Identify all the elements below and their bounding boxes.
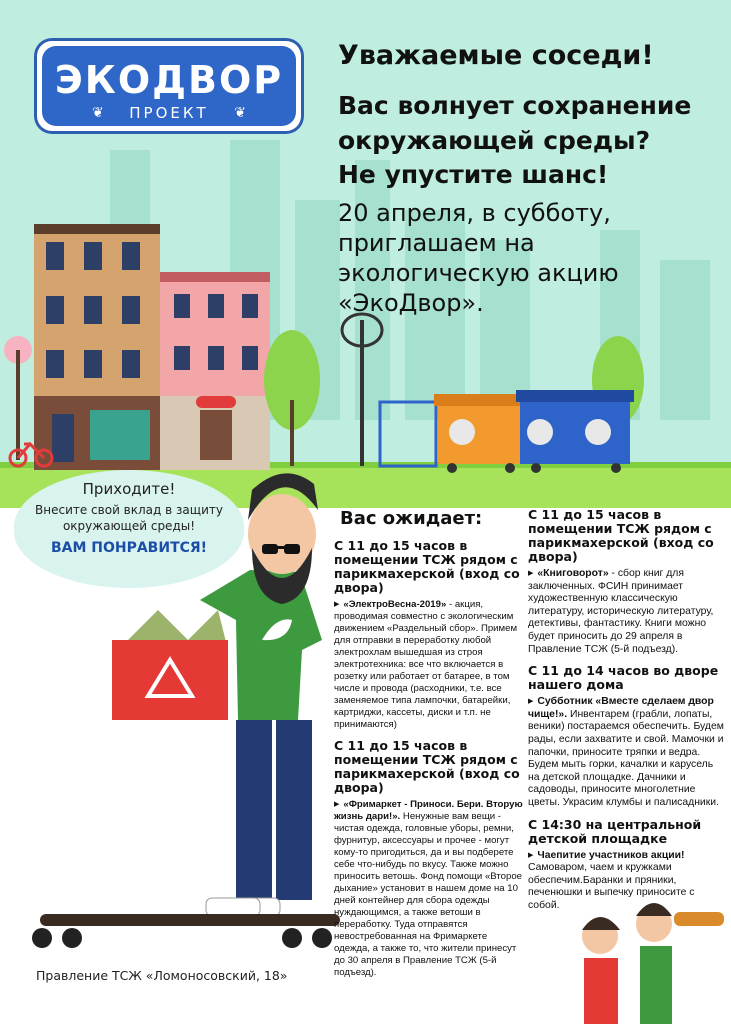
event-text: Инвентарем (грабли, лопаты, веники) постараемся обеспечить. Будем рады, если захватите и свой. Мамочки и папочки, приносите тряпки и ведра. Будем мыть горки, качалки и карусель на детской площадке. Дачники и садоводы, приносите многолетние цветы. Украсим клумбы и палисадники. — [528, 708, 724, 808]
event-item — [528, 818, 726, 913]
event-text: Ненужные вам вещи - чистая одежда, головные уборы, ремни, фурнитур, аксессуары и прочее - могут кому-то пригодиться, да и вы подберете себе что-нибудь по вкусу. Также можно приносить ветошь. Фонд помощи «Второе дыхание» установит в нашем доме на 10 дней контейнер для сбора одежды нуждающимся, а также ветоши в переработку. Туда отправятся невостребованная на Фримаркете одежда, а также то, что жители принесут до 30 апреля в Правление ТСЖ (5-й подъезд). — [334, 811, 523, 978]
event-name: Субботник «Вместе сделаем двор чище!». — [528, 696, 714, 720]
logo-subtitle: ПРОЕКТ — [129, 104, 209, 122]
event-item — [528, 664, 726, 809]
event-description: ▶ «Книговорот» - сбор книг для заключенных. ФСИН принимает художественную классическую литературу, историческую литературу, детективы, фантастику. Книги можно будет приносить до 29 апреля в Правление ТСЖ (5-й подъезд). — [528, 568, 714, 655]
question-heading: Вас волнует сохранение окружающей среды? — [338, 91, 692, 155]
bubble-line-3: ВАМ ПОНРАВИТСЯ! — [50, 540, 208, 556]
recycling-basket — [112, 610, 228, 720]
speech-bubble — [14, 470, 244, 588]
event-time: С 14:30 на центральной детской площадке — [528, 816, 702, 846]
event-time: С 11 до 15 часов в помещении ТСЖ рядом с парикмахерской (вход со двора) — [334, 538, 520, 595]
leaf-icon: ❦ — [234, 104, 246, 120]
event-text: Самоваром, чаем и кружками обеспечим.Баранки и пряники, печенюшки и выпечку приносите с собой. — [528, 862, 695, 911]
event-time: С 11 до 14 часов во дворе нашего дома — [528, 663, 719, 693]
bubble-line-1: Приходите! — [82, 480, 176, 498]
events-column-left — [334, 508, 524, 987]
skateboard-icon — [32, 914, 340, 948]
kids-with-telescope — [582, 903, 724, 1024]
recycling-bins — [380, 390, 634, 473]
leaf-icon: ❦ — [92, 104, 104, 120]
bubble-line-2: Внесите свой вклад в защиту окружающей среды! — [35, 503, 223, 533]
awaits-heading: Вас ожидает: — [340, 508, 483, 529]
logo-title: ЭКОДВОР — [54, 58, 284, 102]
building-left — [34, 224, 160, 470]
event-description: ▶ «ЭлектроВесна-2019» - акция, проводимая совместно с экологическим движением «Раздельный сбор». Примем для отправки в переработку любой электрохлам вышедшая из строя электротехника: все что включается в розетку или работает от батарее, в том числе и провода (расходники, т.е. все заменяемое типа лампочки, батарейки, картриджи, кассеты, диски и т.п. не принимаются) — [334, 599, 518, 730]
event-time: С 11 до 15 часов в помещении ТСЖ рядом с парикмахерской (вход со двора) — [528, 507, 714, 564]
greeting-heading: Уважаемые соседи! — [338, 40, 654, 71]
invitation-text: 20 апреля, в субботу, приглашаем на экологическую акцию «ЭкоДвор». — [338, 199, 619, 317]
building-right — [160, 272, 270, 470]
event-item — [334, 739, 524, 979]
event-description: ▶ «Фримаркет - Приноси. Бери. Вторую жизнь дари!». Ненужные вам вещи - чистая одежда, головные уборы, ремни, фурнитур, аксессуары и прочее - могут кому-то пригодиться, да и вы подберете себе что-нибудь по вкусу. Также можно приносить ветошь. Фонд помощи «Второе дыхание» установит в нашем доме на 10 дней контейнер для сбора одежды нуждающимся, а также ветоши в переработку. Туда отправятся невостребованная на Фримаркете одежда, а также то, что жители принесут до 30 апреля в Правление ТСЖ (5-й подъезд). — [334, 799, 523, 978]
events-column-right — [528, 508, 726, 920]
event-item — [334, 539, 524, 731]
call-heading: Не упустите шанс! — [338, 160, 609, 189]
event-description: ▶ Субботник «Вместе сделаем двор чище!». Инвентарем (грабли, лопаты, веники) постараемся обеспечить. Будем рады, если захватите и свой. Мамочки и папочки, приносите тряпки и ведра. Будем мыть горки, качалки и карусель на детской площадке. Дачники и садоводы, приносите многолетние цветы. Украсим клумбы и палисадники. — [528, 696, 724, 808]
event-name: «Фримаркет - Приноси. Бери. Вторую жизнь дари!». — [334, 799, 523, 822]
event-description: ▶ Чаепитие участников акции! Самоваром, чаем и кружками обеспечим.Баранки и пряники, печенюшки и выпечку приносите с собой. — [528, 849, 695, 911]
event-name: «ЭлектроВесна-2019» — [343, 599, 447, 610]
footer-signature: Правление ТСЖ «Ломоносовский, 18» — [36, 968, 288, 983]
event-name: «Книговорот» — [537, 568, 609, 579]
event-time: С 11 до 15 часов в помещении ТСЖ рядом с парикмахерской (вход со двора) — [334, 738, 520, 795]
event-text: - акция, проводимая совместно с экологическим движением «Раздельный сбор». Примем для отправки в переработку любой электрохлам вышедшая из строя электротехника: все что включается в розетку или работает от батарее, в том числе и провода (расходники, т.е. все заменяемое типа лампочки, батарейки, картриджи, кассеты, диски и т.п. не принимаются) — [334, 599, 518, 730]
event-name: Чаепитие участников акции! — [537, 849, 685, 861]
event-item — [528, 508, 726, 656]
project-logo — [34, 38, 304, 134]
event-text: - сбор книг для заключенных. ФСИН принимает художественную классическую литературу, историческую литературу, детективы, фантастику. Книги можно будет приносить до 29 апреля в Правление ТСЖ (5-й подъезд). — [528, 568, 714, 655]
